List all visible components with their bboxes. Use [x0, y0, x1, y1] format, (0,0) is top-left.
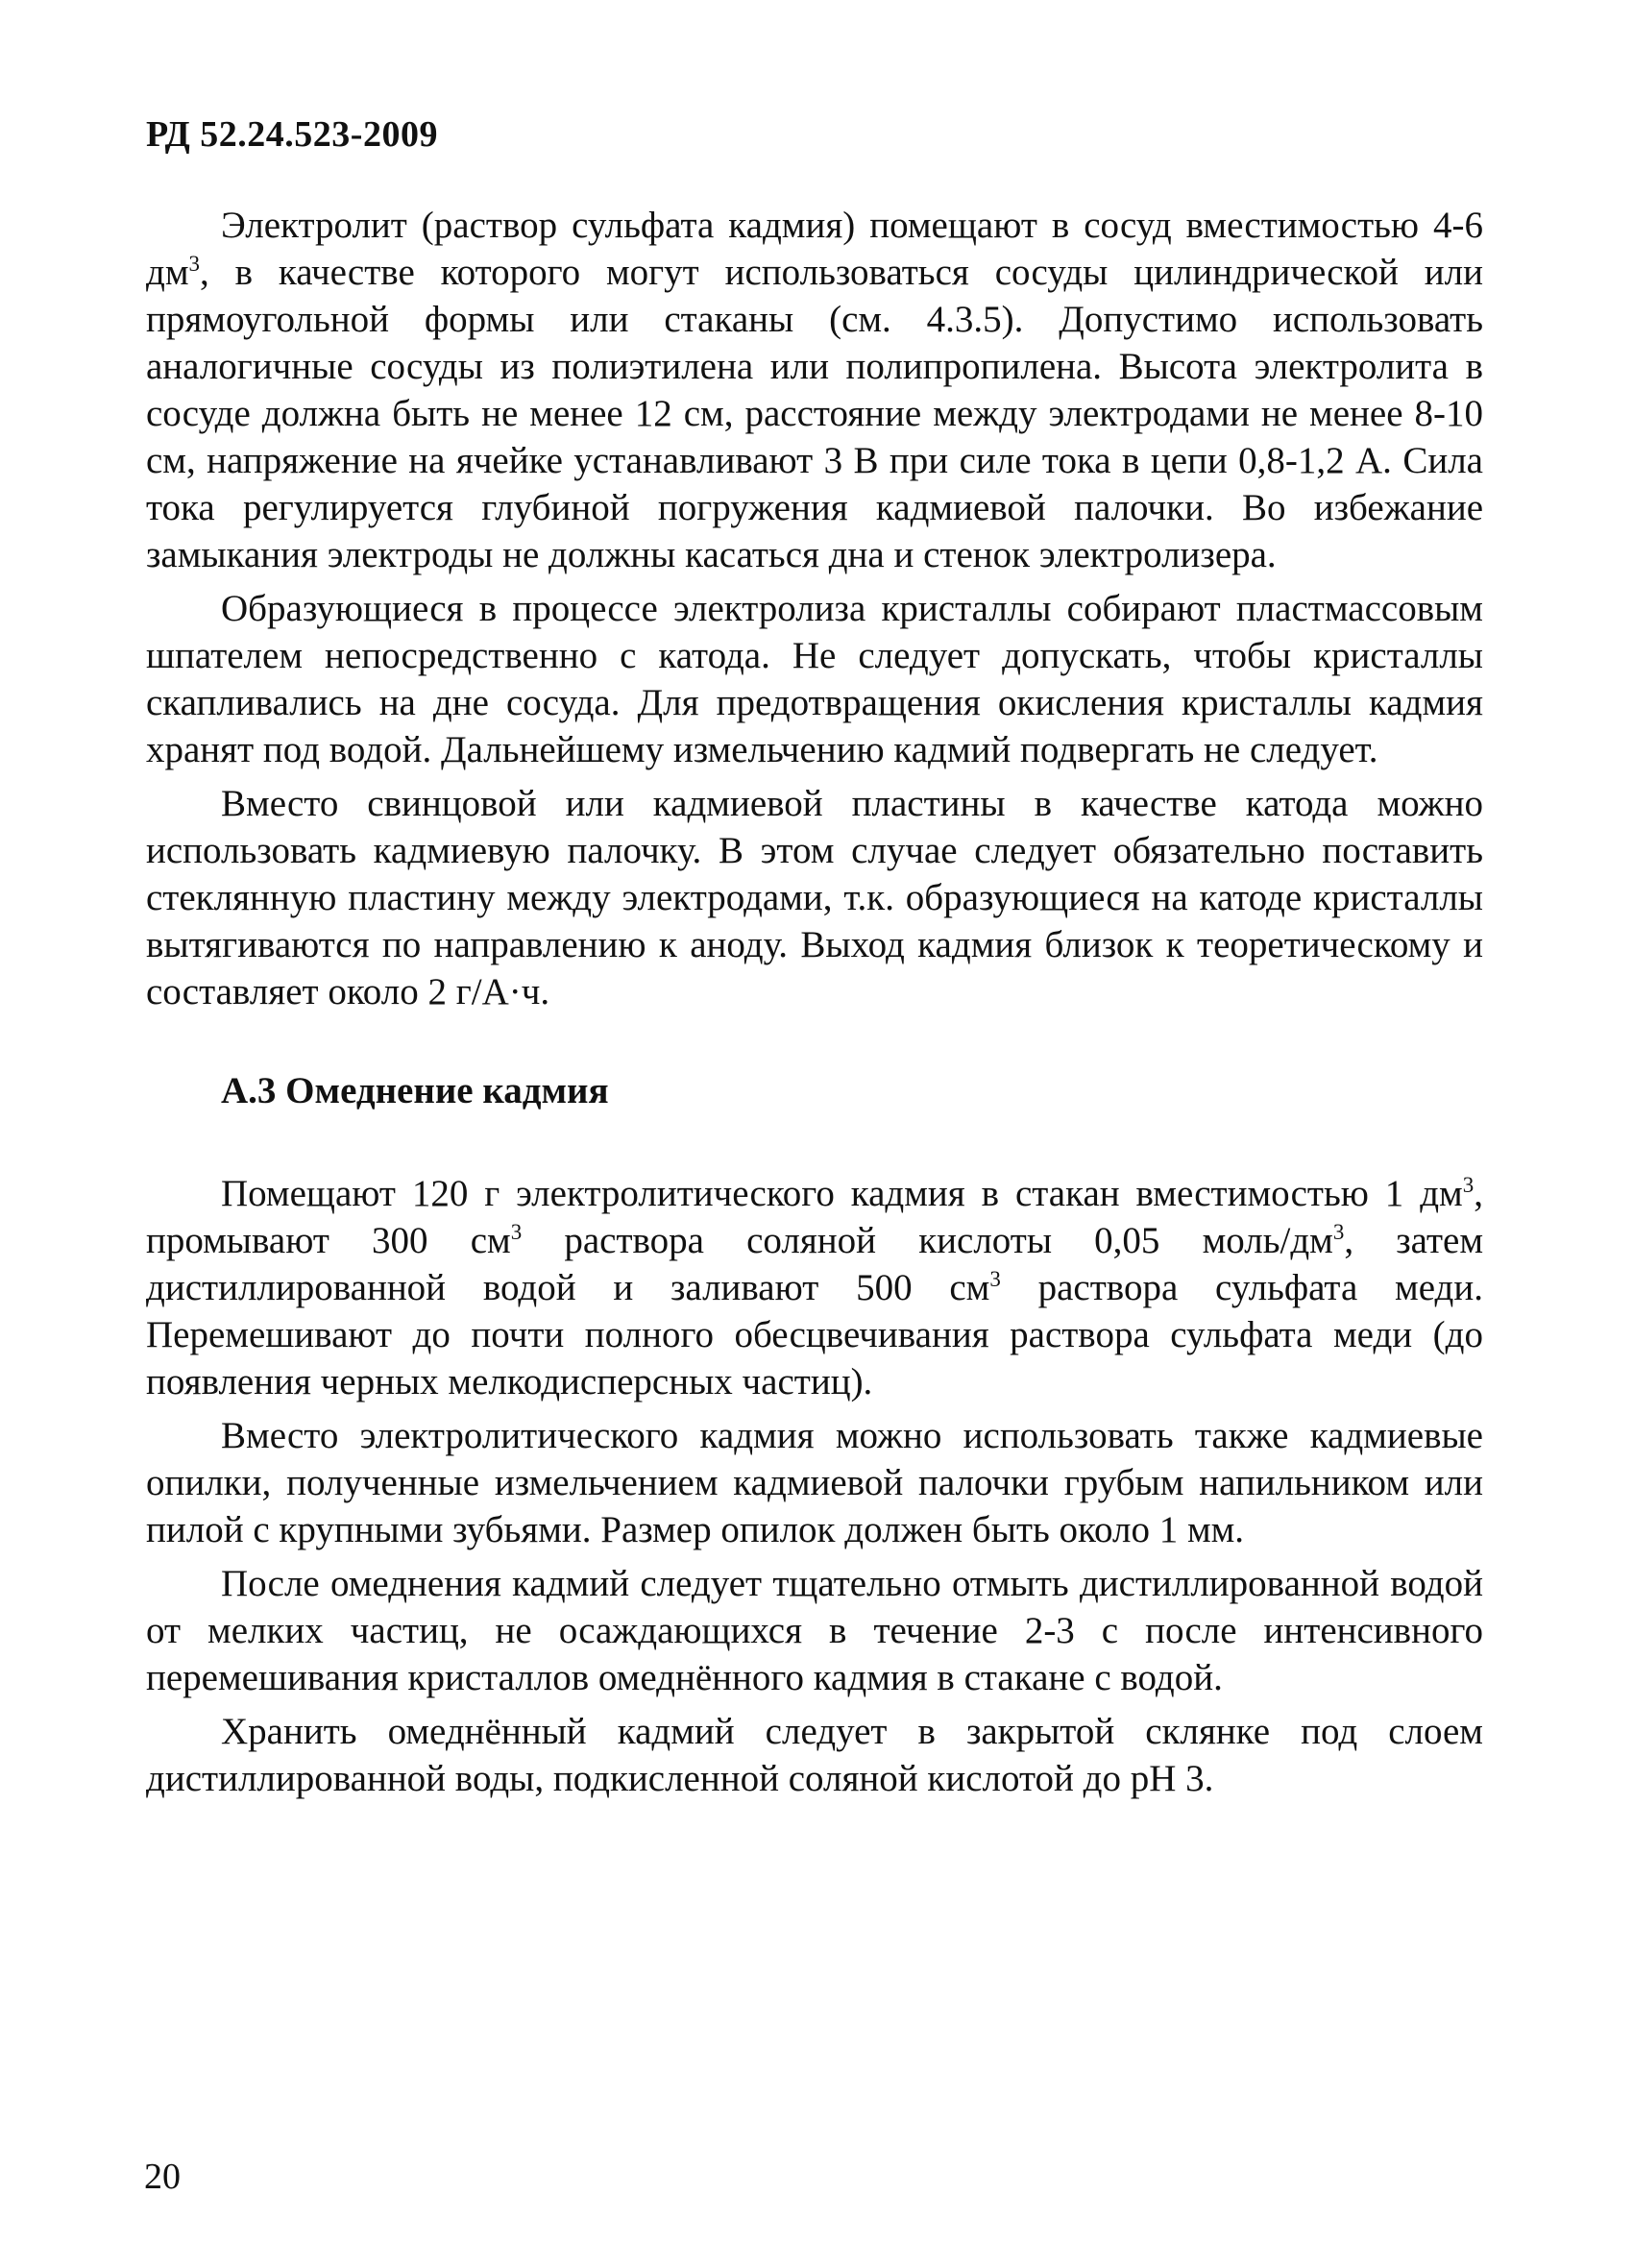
section-heading: А.3 Омеднение кадмия — [221, 1070, 609, 1111]
superscript: 3 — [1332, 1220, 1345, 1244]
paragraph-cathode: Вместо свинцовой или кадмиевой пластины в качестве катода можно использовать кадмиевую палочку. В этом случае следует обязательно поставить стеклянную пластину между электродами, т.к. образующиеся на катоде кристаллы вытягиваются по направлению к аноду. Выход кадмия близок к теоретическому и составляет около 2 г/А·ч. — [146, 783, 1483, 1012]
paragraph-text: , в качестве которого могут использоваться сосуды цилиндрической или прямоугольной формы или стаканы (см. 4.3.5). Допустимо использовать аналогичные сосуды из полиэтилена или полипропилена. Высота электролита в сосуде должна быть не менее 12 см, расстояние между электродами не менее 8-10 см, напряжение на ячейке устанавливают 3 В при силе тока в цепи 0,8-1,2 А. Сила тока регулируется глубиной погружения кадмиевой палочки. Во избежание замыкания электроды не должны касаться дна и стенок электролизера. — [146, 252, 1483, 575]
document-body — [146, 202, 1483, 1809]
superscript: 3 — [188, 252, 201, 276]
superscript: 3 — [1462, 1173, 1475, 1197]
paragraph-electrolyte — [146, 202, 1483, 578]
page-number: 20 — [144, 2157, 181, 2197]
paragraph-text: , промывают 300 см — [146, 1173, 1483, 1261]
paragraph-text: , затем дистиллированной водой и заливают 500 см — [146, 1220, 1483, 1308]
paragraph-crystals: Образующиеся в процессе электролиза кристаллы собирают пластмассовым шпателем непосредственно с катода. Не следует допускать, чтобы кристаллы скапливались на дне сосуда. Для предотвращения окисления кристаллы кадмия хранят под водой. Дальнейшему измельчению кадмий подвергать не следует. — [146, 588, 1483, 770]
superscript: 3 — [989, 1267, 1001, 1291]
paragraph-text: Помещают 120 г электролитического кадмия в стакан вместимостью 1 дм — [221, 1173, 1463, 1214]
paragraph-storage: Хранить омеднённый кадмий следует в закрытой склянке под слоем дистиллированной воды, подкисленной соляной кислотой до pH 3. — [146, 1711, 1483, 1799]
superscript: 3 — [510, 1220, 523, 1244]
paragraph-text: раствора соляной кислоты 0,05 моль/дм — [522, 1220, 1333, 1261]
paragraph-filings: Вместо электролитического кадмия можно использовать также кадмиевые опилки, полученные измельчением кадмиевой палочки грубым напильником или пилой с крупными зубьями. Размер опилок должен быть около 1 мм. — [146, 1415, 1483, 1550]
paragraph-text: раствора сульфата меди. Перемешивают до почти полного обесцвечивания раствора сульфата меди (до появления черных мелкодисперсных частиц). — [146, 1267, 1483, 1402]
paragraph-washing: После омеднения кадмий следует тщательно отмыть дистиллированной водой от мелких частиц, не осаждающихся в течение 2-3 с после интенсивного перемешивания кристаллов омеднённого кадмия в стакане с водой. — [146, 1563, 1483, 1698]
paragraph-text: Электролит (раствор сульфата кадмия) помещают в сосуд вместимостью 4-6 дм — [146, 205, 1483, 293]
document-code-header: РД 52.24.523-2009 — [146, 114, 438, 155]
paragraph-procedure — [146, 1170, 1483, 1405]
